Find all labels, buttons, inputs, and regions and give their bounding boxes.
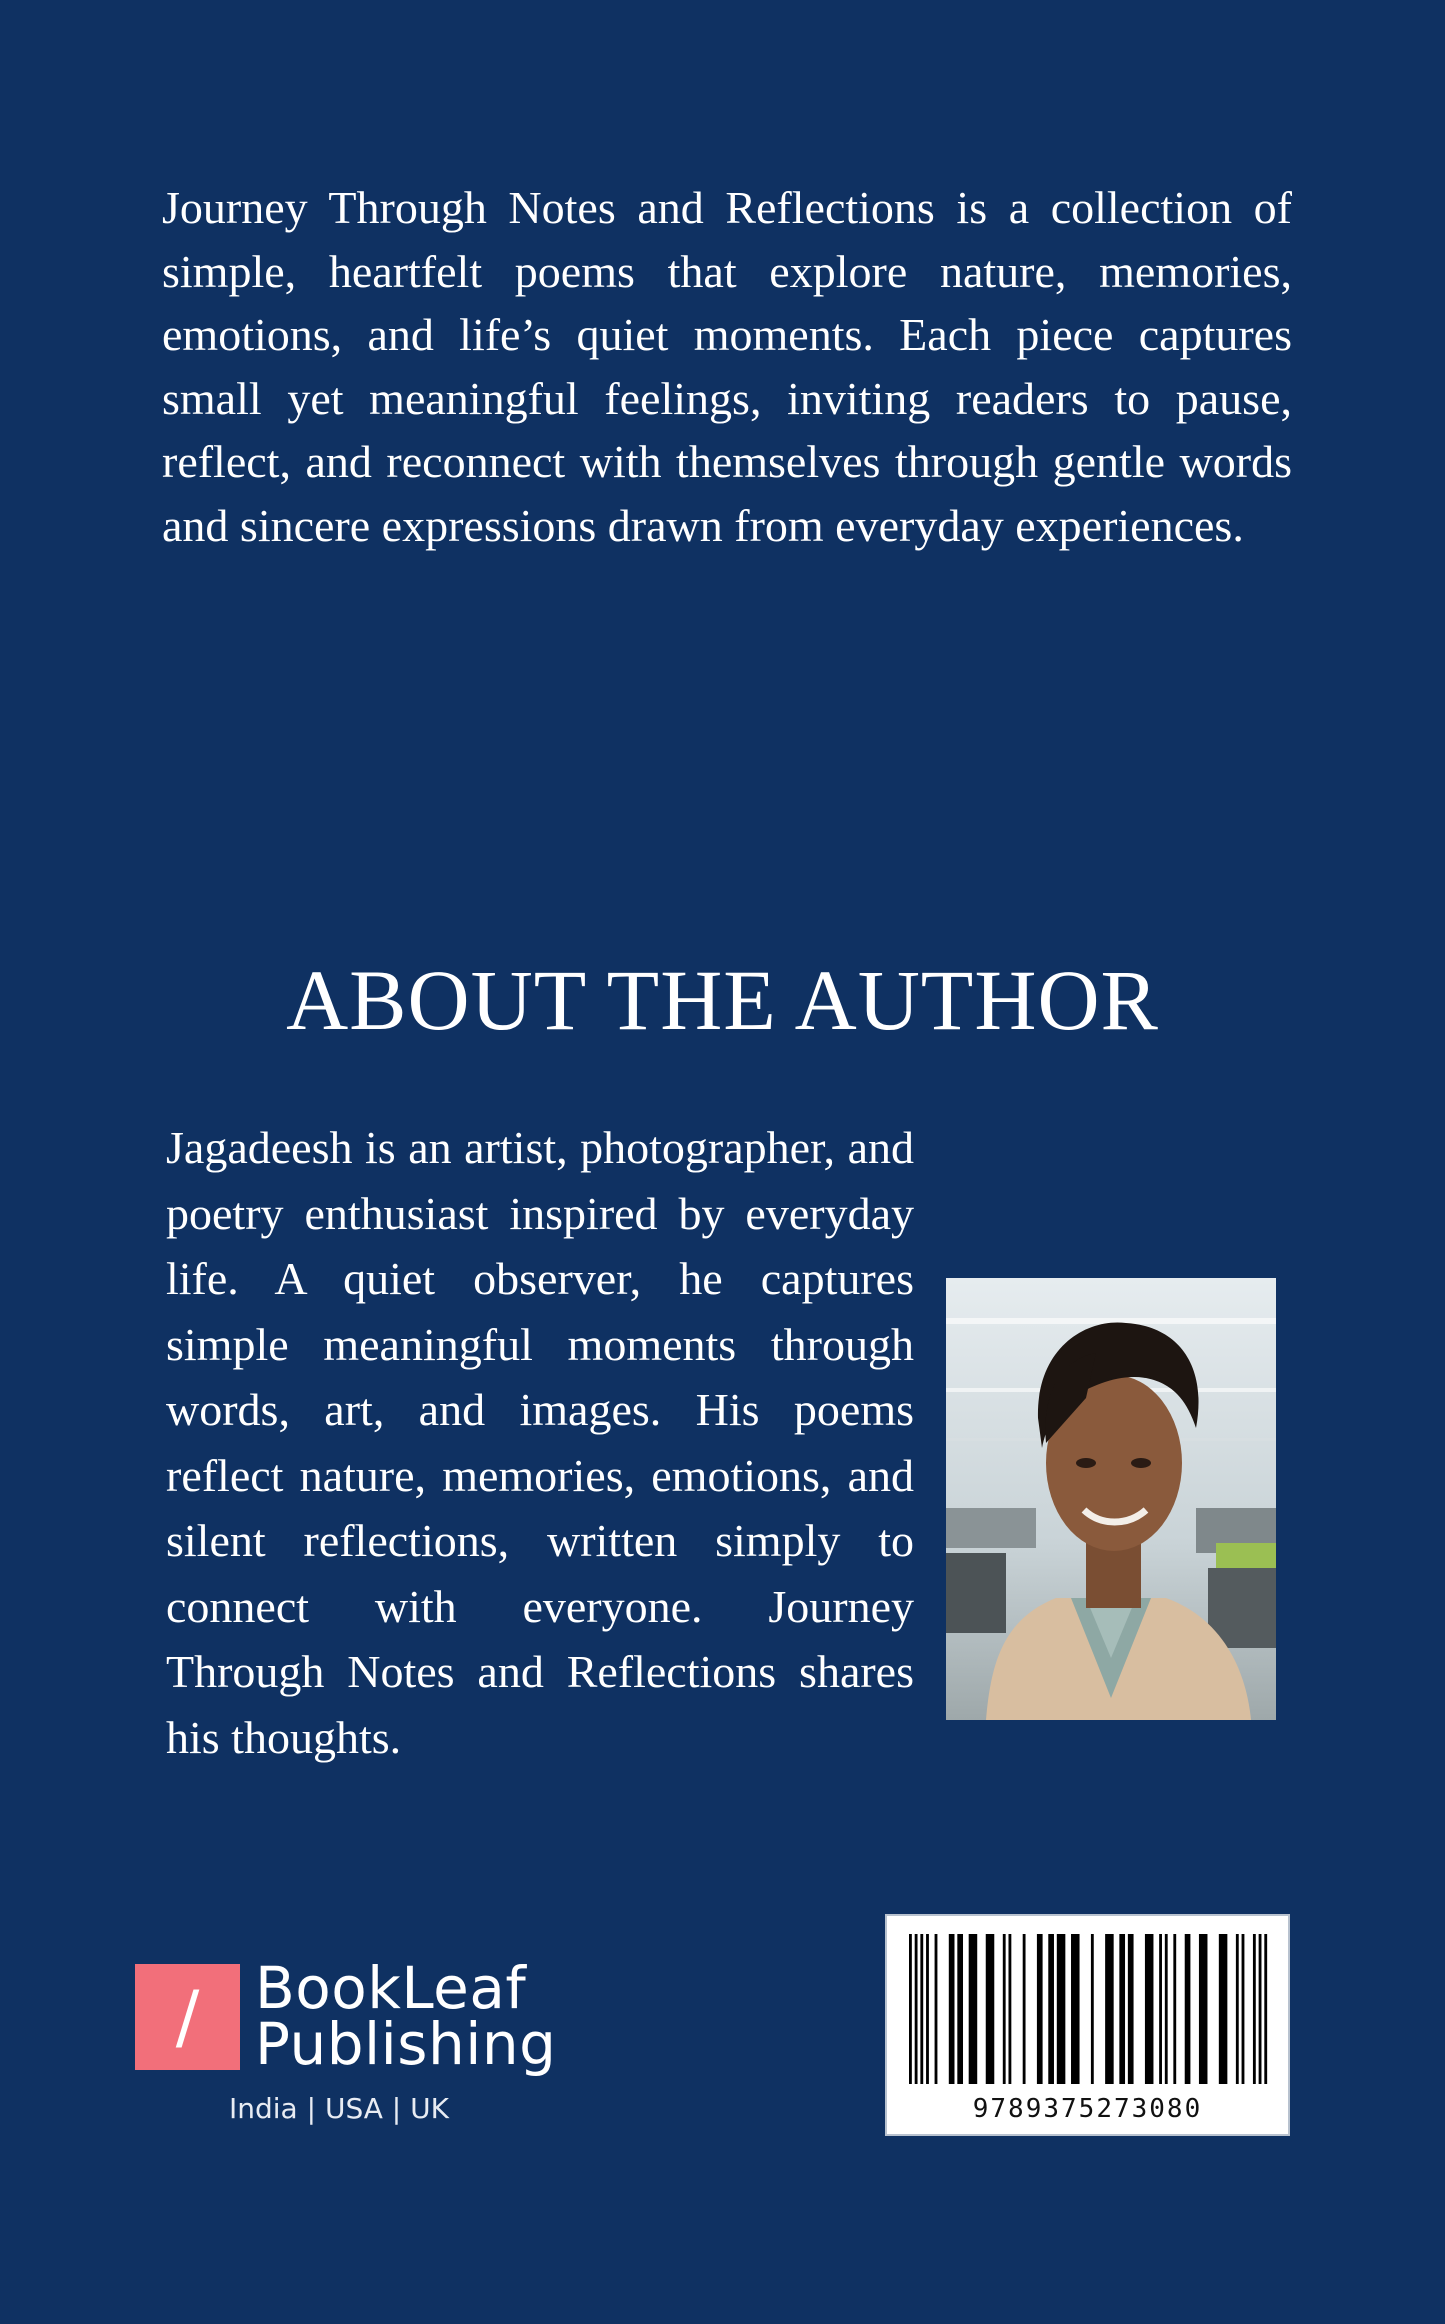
barcode-bar — [909, 1934, 912, 2084]
publisher-name-line1: BookLeaf — [255, 1954, 527, 2022]
barcode-bar — [1119, 1934, 1125, 2084]
barcode-bar — [1037, 1934, 1043, 2084]
barcode-bar — [935, 1934, 938, 2084]
barcode-bar — [915, 1934, 918, 2084]
isbn-number: 9789375273080 — [972, 2094, 1203, 2124]
barcode-bar — [969, 1934, 978, 2084]
barcode-bar — [1023, 1934, 1026, 2084]
barcode-bar — [926, 1934, 929, 2084]
author-portrait-image — [946, 1278, 1276, 1720]
barcode-bar — [1253, 1934, 1256, 2084]
barcode-bar — [920, 1934, 923, 2084]
barcode-bar — [1091, 1934, 1094, 2084]
barcode-bar — [1199, 1934, 1208, 2084]
barcode-bar — [1145, 1934, 1154, 2084]
barcode-bars — [909, 1934, 1270, 2084]
publisher-regions: India | USA | UK — [229, 2092, 449, 2125]
barcode-bar — [1105, 1934, 1114, 2084]
barcode-bar — [949, 1934, 955, 2084]
barcode-bar — [1165, 1934, 1168, 2084]
barcode-bar — [1071, 1934, 1080, 2084]
barcode-bar — [1219, 1934, 1228, 2084]
barcode-bar — [1242, 1934, 1245, 2084]
barcode-bar — [1259, 1934, 1262, 2084]
barcode-bar — [1173, 1934, 1176, 2084]
barcode-bar — [1057, 1934, 1066, 2084]
book-blurb: Journey Through Notes and Reflections is a collection of simple, heartfelt poems that explore nature, memories, emotions, and life’s quiet moments. Each piece captures small yet meaningful feelings, inviting readers to pause, reflect, and reconnect with themselves through gentle words and sincere expressions drawn from everyday experiences. — [162, 182, 1292, 551]
barcode-bar — [1159, 1934, 1162, 2084]
barcode-bar — [1008, 1934, 1011, 2084]
barcode-bar — [1236, 1934, 1239, 2084]
barcode-bar — [986, 1934, 995, 2084]
barcode-bar — [1048, 1934, 1054, 2084]
barcode-bar — [957, 1934, 963, 2084]
isbn-barcode — [885, 1914, 1290, 2136]
publisher-name-line2: Publishing — [255, 2010, 557, 2078]
barcode-bar — [1264, 1934, 1267, 2084]
logo-mark — [135, 1964, 240, 2070]
barcode-bar — [1128, 1934, 1134, 2084]
author-photo — [946, 1278, 1276, 1720]
about-author-heading: ABOUT THE AUTHOR — [286, 952, 1159, 1048]
logo-slash-glyph: / — [175, 1976, 200, 2058]
barcode-bar — [1185, 1934, 1191, 2084]
barcode-bar — [1003, 1934, 1006, 2084]
author-bio: Jagadeesh is an artist, photographer, and poetry enthusiast inspired by everyday life. A quiet observer, he captures simple meaningful moments through words, art, and images. His poems reflect nature, memories, emotions, and silent reflections, written simply to connect with everyone. Journey Through Notes and Reflections shares his thoughts. — [166, 1122, 914, 1763]
publisher-logo — [135, 1954, 557, 2132]
